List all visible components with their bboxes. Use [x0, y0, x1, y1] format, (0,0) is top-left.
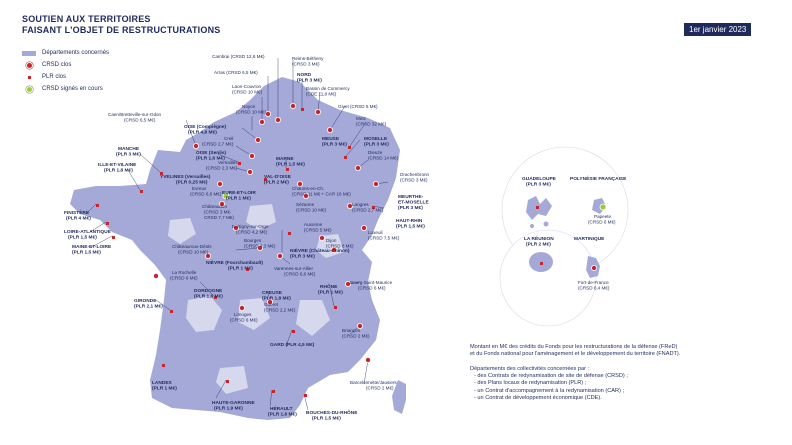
label-barcelonnette: Barcelonnette/Jausiers (CRSD 2 M€) — [350, 380, 397, 391]
label-chateauroux: Châteauroux-Déols (CRSD 10 M€) — [172, 244, 212, 255]
note-line: Montant en M€ des crédits du Fonds pour les restructurations de la défense (FReD) — [470, 344, 678, 350]
crsd-marker — [361, 225, 366, 230]
label-vichy: Varennes-sur-Allier (CRSD 6,6 M€) — [274, 266, 316, 277]
label-commercy: Bassin de Commercy (CDE 11,8 M€) — [306, 86, 350, 97]
label-finistere: FINISTÈRE (PLR 4 M€) — [64, 211, 91, 222]
title-line-1: SOUTIEN AUX TERRITOIRES — [22, 14, 151, 24]
plr-marker — [301, 108, 304, 111]
plr-marker — [334, 306, 337, 309]
label-hgaronne: HAUTE-GARONNE (PLR 1,9 M€) — [212, 401, 255, 412]
label-creil: Creil (CRSD 2,7 M€) — [202, 136, 234, 147]
plr-marker — [536, 206, 539, 209]
notes-paragraph-2 — [470, 366, 628, 402]
plr-marker — [96, 204, 99, 207]
plr-marker — [112, 236, 115, 239]
crsd-marker — [355, 165, 360, 170]
label-euretloir: EURE-ET-LOIR (PLR 1 M€) — [222, 191, 256, 202]
notes-paragraph-1 — [470, 344, 680, 358]
legend-crsd-label: CRSD clos — [42, 62, 72, 68]
label-versailles: Versailles (CRSD 2,3 M€) — [206, 160, 238, 171]
crsd-marker — [265, 111, 270, 116]
label-papeete: Papeete (CRSD 6 M€) — [588, 214, 616, 225]
label-arras: Arras (CRSD 6,5 M€) — [214, 70, 258, 75]
label-herault: HÉRAULT (PLR 1,6 M€) — [268, 407, 297, 418]
label-reims: Reims-Bétheny (CRSD 3 M€) — [292, 56, 324, 67]
label-val-oise: VAL-D'OISE (PLR 2 M€) — [264, 175, 291, 186]
label-laon: Laon-Couvron (CRSD 10 M€) — [232, 84, 263, 95]
note-line: et du Fonds national pour l'aménagement et le développement du territoire (FNADT). — [470, 351, 681, 358]
crsd-marker — [277, 253, 282, 258]
crsd-marker — [319, 235, 324, 240]
label-chalons: Châlons-en-Ch. (CRSD 11 M€ + CAR 16 M€) — [292, 186, 351, 197]
label-noyon: Noyon (CRSD 10 M€) — [236, 104, 267, 115]
plr-marker — [140, 190, 143, 193]
label-creuse: CREUSE (PLR 1,8 M€) — [262, 291, 291, 302]
crsd-marker — [249, 153, 254, 158]
label-fortdefrance: Fort-de-France (CRSD 6,4 M€) — [578, 280, 610, 291]
island-guadeloupe — [544, 222, 549, 227]
label-briancon: Briançon (CRSD 2 M€) — [342, 328, 370, 339]
label-caen: Caen/Bretteville-sur-Odon (CRSD 6,5 M€) — [108, 112, 162, 123]
label-metz: Metz (CRSD 32 M€) — [356, 116, 387, 127]
label-auxonne: Auxonne (CRSD 5 M€) — [304, 222, 332, 233]
island-guadeloupe — [530, 224, 534, 228]
crsd-marker — [365, 357, 370, 362]
note-line: - des Plans locaux de redynamisation (PLR) ; — [474, 380, 587, 387]
crsd-marker — [193, 143, 198, 148]
legend-en-cours-label: CRSD signés en cours — [42, 86, 103, 92]
crsd-marker — [373, 181, 378, 186]
crsd-marker — [275, 117, 280, 122]
label-cambrai: Cambrai (CRSD 12,6 M€) — [212, 54, 265, 59]
label-luxeuil: Luxeuil (CRSD 7,5 M€) — [368, 230, 400, 241]
crsd-marker — [247, 169, 252, 174]
label-ille-vilaine: ILLE-ET-VILAINE (PLR 1,8 M€) — [98, 163, 137, 174]
label-dijon: Dijon (CRSD 8 M€) — [326, 238, 354, 249]
note-line: - des Contrats de redynamisation de site de défense (CRSD) ; — [474, 373, 628, 380]
legend-departements-label: Départements concernés — [42, 50, 110, 56]
plr-marker — [288, 232, 291, 235]
label-gueret: Guéret (CRSD 2,2 M€) — [264, 302, 296, 313]
label-nievre-ch: NIÈVRE (Château-Chinon) (PLR 3 M€) — [290, 249, 350, 260]
crsd-marker — [327, 127, 332, 132]
crsd-marker — [239, 305, 244, 310]
label-manche: MANCHE (PLR 3 M€) — [116, 147, 141, 158]
note-line: - un Contrat d'accompagnement à la redynamisation (CAR) ; — [474, 387, 624, 394]
label-givet: Givet (CRSD 5 M€) — [338, 104, 378, 109]
label-loire-atl: LOIRE-ATLANTIQUE (PLR 1,5 M€) — [64, 230, 111, 241]
label-reunion: LA RÉUNION (PLR 2 M€) — [524, 237, 554, 248]
crsd-marker — [290, 103, 295, 108]
corsica-shape — [392, 380, 406, 414]
label-evreux: Evreux (CRSD 6,6 M€) — [190, 186, 222, 197]
plr-marker — [540, 262, 543, 265]
label-moselle: MOSELLE (PLR 3 M€) — [364, 137, 389, 148]
date-badge: 1er janvier 2023 — [684, 23, 751, 36]
label-dieuze: Dieuze (CRSD 14 M€) — [368, 150, 399, 161]
label-gironde: GIRONDE (PLR 2,1 M€) — [134, 299, 163, 310]
plr-marker — [344, 156, 347, 159]
label-bretigny: Brétigny-sur-Orge (CRSD 4,2 M€) — [232, 224, 269, 235]
crsd-en-cours-marker — [600, 204, 606, 210]
label-bourg: Bourg-Saint-Maurice (CRSD 6 M€) — [350, 280, 393, 291]
label-bdr: BOUCHES-DU-RHÔNE (PLR 1,5 M€) — [306, 411, 358, 422]
crsd-marker — [255, 137, 260, 142]
crsd-marker — [217, 181, 222, 186]
label-dordogne: DORDOGNE (PLR 1,6 M€) — [194, 289, 223, 300]
plr-marker — [348, 146, 351, 149]
label-nievre-fourch: NIÈVRE (Fourchambault) (PLR 1 M€) — [206, 261, 264, 272]
plr-marker — [304, 394, 307, 397]
label-rochelle: La Rochelle (CRSD 6 M€) — [170, 270, 198, 281]
plr-marker — [292, 330, 295, 333]
label-meurthe: MEURTHE-ET-MOSELLE (PLR 3 M€) — [398, 195, 429, 211]
crsd-marker — [259, 119, 264, 124]
label-nord: NORD (PLR 3 M€) — [297, 73, 322, 84]
label-drachenbronn: Drachenbronn (CRSD 3 M€) — [400, 172, 430, 183]
plr-marker — [272, 390, 275, 393]
label-limoges: Limoges (CRSD 6 M€) — [230, 312, 258, 323]
label-sezanne: Sézanne (CRSD 10 M€) — [296, 202, 327, 213]
plr-marker — [286, 168, 289, 171]
note-line: - un Contrat de développement économique (CDE). — [474, 394, 602, 401]
label-bourges: Bourges (CRSD 4,3 M€) — [244, 238, 276, 249]
label-oise: OISE (Compiègne) (PLR 4,8 M€) — [184, 125, 227, 136]
label-rhone: RHÔNE (PLR 1 M€) — [318, 285, 343, 296]
plr-marker — [238, 162, 241, 165]
crsd-marker — [591, 265, 596, 270]
crsd-marker — [153, 273, 158, 278]
label-maine-loire: MAINE-ET-LOIRE (PLR 1,5 M€) — [72, 245, 112, 256]
label-polynesie: POLYNÉSIE FRANÇAISE — [570, 177, 627, 182]
legend-plr-label: PLR clos — [42, 74, 67, 80]
plr-marker — [106, 222, 109, 225]
label-meuse: MEUSE (PLR 3 M€) — [322, 137, 347, 148]
crsd-marker — [315, 109, 320, 114]
label-oise-senlis: OISE (Senlis) (PLR 1,6 M€) — [196, 151, 227, 162]
label-yvelines: YVELINES (Versailles) (PLR 0,25 M€) — [160, 175, 211, 186]
label-hautrhin: HAUT-RHIN (PLR 1,5 M€) — [396, 219, 425, 230]
label-chateaudun: Châteaudun (CRSD 3 M€-CRSD 7,7 M€) — [202, 204, 234, 220]
plr-marker — [170, 310, 173, 313]
label-guadeloupe: GUADELOUPE (PLR 3 M€) — [522, 177, 556, 188]
label-langres: Langres (CRSD 2,7 M€) — [352, 202, 384, 213]
plr-marker — [226, 380, 229, 383]
label-marne: MARNE (PLR 1,5 M€) — [276, 157, 305, 168]
label-gard: GARD (PLR 4,5 M€) — [270, 343, 315, 348]
label-martinique: MARTINIQUE — [574, 237, 605, 242]
title-line-2: FAISANT L'OBJET DE RESTRUCTURATIONS — [22, 25, 221, 35]
label-landes: LANDES (PLR 1 M€) — [152, 381, 177, 392]
note-title: Départements des collectivités concernées par : — [470, 366, 590, 372]
plr-marker — [162, 364, 165, 367]
